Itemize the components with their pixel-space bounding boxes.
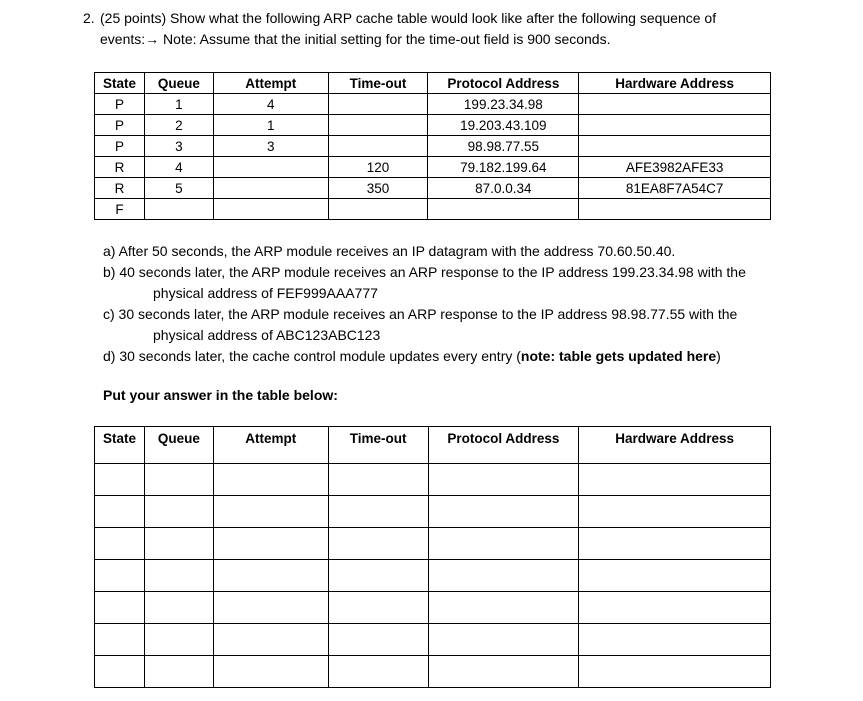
table-cell: AFE3982AFE33 <box>579 157 771 178</box>
table-cell <box>579 115 771 136</box>
table-row <box>95 136 771 157</box>
answer-cell[interactable] <box>95 528 145 560</box>
table-cell: 87.0.0.34 <box>428 178 579 199</box>
table-cell: 4 <box>144 157 213 178</box>
table-cell <box>328 199 428 220</box>
answer-cell[interactable] <box>328 464 428 496</box>
event-b: b) 40 seconds later, the ARP module receives an ARP response to the IP address 199.23.34.98 with the <box>103 264 746 280</box>
cache-header-cell: Protocol Address <box>428 73 579 94</box>
answer-row <box>95 624 771 656</box>
answer-cell[interactable] <box>328 528 428 560</box>
answer-cell[interactable] <box>95 560 145 592</box>
answer-header-cell: Queue <box>144 427 213 464</box>
answer-header-cell: Protocol Address <box>428 427 579 464</box>
answer-cell[interactable] <box>428 496 579 528</box>
table-cell: R <box>95 178 145 199</box>
event-list <box>103 241 843 367</box>
answer-row <box>95 592 771 624</box>
table-cell: 3 <box>213 136 328 157</box>
arp-cache-table <box>94 72 771 220</box>
answer-cell[interactable] <box>328 624 428 656</box>
table-row <box>95 157 771 178</box>
table-cell <box>213 178 328 199</box>
question-number: 2. <box>83 10 95 26</box>
table-cell: 2 <box>144 115 213 136</box>
table-cell: P <box>95 115 145 136</box>
table-cell: P <box>95 136 145 157</box>
table-cell: 3 <box>144 136 213 157</box>
answer-cell[interactable] <box>328 560 428 592</box>
table-row <box>95 115 771 136</box>
answer-instruction: Put your answer in the table below: <box>103 387 338 403</box>
answer-cell[interactable] <box>579 464 771 496</box>
answer-cell[interactable] <box>144 624 213 656</box>
answer-row <box>95 656 771 688</box>
answer-cell[interactable] <box>144 656 213 688</box>
table-cell: 5 <box>144 178 213 199</box>
table-cell: F <box>95 199 145 220</box>
answer-cell[interactable] <box>144 560 213 592</box>
table-row <box>95 178 771 199</box>
question-line-1: (25 points) Show what the following ARP cache table would look like after the following sequence of <box>100 10 717 26</box>
answer-header-cell: Hardware Address <box>579 427 771 464</box>
answer-cell[interactable] <box>95 656 145 688</box>
answer-cell[interactable] <box>95 592 145 624</box>
event-a: a) After 50 seconds, the ARP module receives an IP datagram with the address 70.60.50.40. <box>103 243 676 259</box>
answer-cell[interactable] <box>428 528 579 560</box>
table-cell: 81EA8F7A54C7 <box>579 178 771 199</box>
question-line-2: events:→ Note: Assume that the initial setting for the time-out field is 900 seconds. <box>100 31 611 47</box>
answer-header-cell: Attempt <box>213 427 328 464</box>
answer-cell[interactable] <box>328 496 428 528</box>
table-row <box>95 94 771 115</box>
answer-header-cell: State <box>95 427 145 464</box>
event-c: c) 30 seconds later, the ARP module receives an ARP response to the IP address 98.98.77.55 with the <box>103 306 738 322</box>
answer-cell[interactable] <box>213 464 328 496</box>
answer-cell[interactable] <box>428 656 579 688</box>
event-d-text: d) 30 seconds later, the cache control module updates every entry ( <box>103 348 521 364</box>
table-cell: 1 <box>144 94 213 115</box>
answer-cell[interactable] <box>95 464 145 496</box>
table-cell: 98.98.77.55 <box>428 136 579 157</box>
answer-cell[interactable] <box>95 496 145 528</box>
answer-cell[interactable] <box>428 464 579 496</box>
answer-cell[interactable] <box>144 528 213 560</box>
table-cell <box>328 136 428 157</box>
cache-header-cell: Queue <box>144 73 213 94</box>
table-cell <box>213 157 328 178</box>
table-cell: 19.203.43.109 <box>428 115 579 136</box>
answer-cell[interactable] <box>213 592 328 624</box>
event-b-continued: physical address of FEF999AAA777 <box>153 285 378 301</box>
answer-cell[interactable] <box>579 528 771 560</box>
event-d-end: ) <box>716 348 721 364</box>
answer-cell[interactable] <box>213 560 328 592</box>
question-text <box>83 8 843 50</box>
table-cell: 120 <box>328 157 428 178</box>
answer-cell[interactable] <box>213 496 328 528</box>
table-cell <box>213 199 328 220</box>
answer-table <box>94 426 771 688</box>
answer-cell[interactable] <box>428 592 579 624</box>
cache-table-header-row <box>95 73 771 94</box>
answer-cell[interactable] <box>144 496 213 528</box>
table-cell: 79.182.199.64 <box>428 157 579 178</box>
table-row <box>95 199 771 220</box>
table-cell <box>579 136 771 157</box>
table-cell: 199.23.34.98 <box>428 94 579 115</box>
table-cell <box>579 94 771 115</box>
table-cell <box>144 199 213 220</box>
event-d-note: note: table gets updated here <box>520 348 717 364</box>
answer-cell[interactable] <box>328 656 428 688</box>
answer-cell[interactable] <box>579 560 771 592</box>
answer-cell[interactable] <box>579 496 771 528</box>
answer-cell[interactable] <box>579 592 771 624</box>
answer-cell[interactable] <box>144 592 213 624</box>
cache-table-body <box>95 94 771 220</box>
cache-header-cell: State <box>95 73 145 94</box>
answer-row <box>95 496 771 528</box>
answer-header-cell: Time-out <box>328 427 428 464</box>
cache-header-cell: Attempt <box>213 73 328 94</box>
table-cell: 350 <box>328 178 428 199</box>
answer-cell[interactable] <box>428 560 579 592</box>
table-cell: R <box>95 157 145 178</box>
table-cell <box>428 199 579 220</box>
answer-row <box>95 528 771 560</box>
event-d <box>103 346 843 367</box>
cache-header-cell: Hardware Address <box>579 73 771 94</box>
table-cell <box>579 199 771 220</box>
answer-cell[interactable] <box>579 624 771 656</box>
event-c-continued: physical address of ABC123ABC123 <box>153 327 381 343</box>
table-cell <box>328 115 428 136</box>
answer-cell[interactable] <box>95 624 145 656</box>
table-cell: P <box>95 94 145 115</box>
answer-cell[interactable] <box>213 624 328 656</box>
answer-table-body <box>95 464 771 688</box>
table-cell: 4 <box>213 94 328 115</box>
answer-cell[interactable] <box>213 528 328 560</box>
answer-row <box>95 560 771 592</box>
answer-cell[interactable] <box>579 656 771 688</box>
answer-cell[interactable] <box>428 624 579 656</box>
answer-cell[interactable] <box>144 464 213 496</box>
answer-cell[interactable] <box>328 592 428 624</box>
cache-header-cell: Time-out <box>328 73 428 94</box>
answer-cell[interactable] <box>213 656 328 688</box>
answer-table-header-row <box>95 427 771 464</box>
table-cell <box>328 94 428 115</box>
answer-row <box>95 464 771 496</box>
table-cell: 1 <box>213 115 328 136</box>
